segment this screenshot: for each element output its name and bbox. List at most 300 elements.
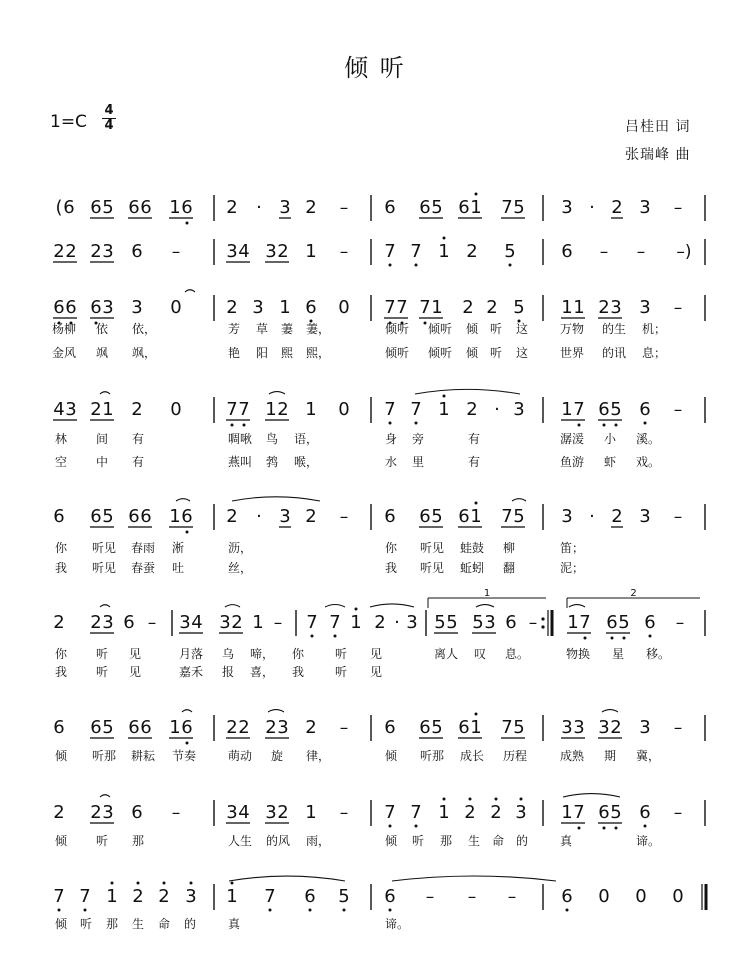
- lyric-word: 真: [228, 917, 241, 931]
- note: 6: [128, 506, 140, 527]
- lyric-word: 柳: [503, 541, 516, 555]
- note: 3: [102, 241, 114, 262]
- lyric-word: 的生: [602, 322, 627, 336]
- lyricist-credit: 吕桂田 词: [625, 119, 691, 135]
- lyric-word: 有: [132, 432, 145, 446]
- note: 6: [419, 717, 431, 738]
- high-octave-dot: [111, 882, 114, 885]
- note: 3: [226, 241, 238, 262]
- extension-dash: –: [673, 298, 683, 318]
- lyric-word: 月落: [179, 647, 204, 661]
- note: 6: [598, 802, 610, 823]
- lyric-word: 飒，: [132, 346, 157, 360]
- lyric-word: 语，: [294, 432, 319, 446]
- lyric-word: 耕耘: [131, 749, 156, 763]
- song-title: 倾 听: [344, 54, 406, 82]
- note: 3: [102, 612, 114, 633]
- slur: [476, 605, 494, 607]
- low-octave-dot: [186, 222, 189, 225]
- slur: [563, 794, 620, 797]
- extension-dash: –: [171, 803, 181, 823]
- slur: [185, 290, 195, 292]
- high-octave-dot: [163, 882, 166, 885]
- note: 6: [181, 506, 193, 527]
- note: 2: [305, 197, 317, 218]
- low-octave-dot: [578, 424, 581, 427]
- note: 6: [419, 197, 431, 218]
- lyric-word: 你: [55, 541, 68, 555]
- note: 2: [226, 297, 238, 318]
- note: 4: [238, 802, 250, 823]
- slur: [370, 604, 414, 607]
- slur: [225, 605, 240, 607]
- low-octave-dot: [311, 635, 314, 638]
- note: 5: [102, 506, 114, 527]
- low-octave-dot: [415, 264, 418, 267]
- low-octave-dot: [649, 635, 652, 638]
- note: 6: [384, 197, 396, 218]
- note: 7: [226, 399, 238, 420]
- note: 3: [515, 802, 527, 823]
- note: 3: [185, 886, 197, 907]
- note: 7: [579, 612, 591, 633]
- lyric-word: 喜，: [250, 665, 275, 679]
- extension-dash: –: [675, 613, 685, 633]
- note: 2: [265, 717, 277, 738]
- lyric-word: 阳: [256, 346, 269, 360]
- lyric-word: 听: [490, 346, 503, 360]
- note: 5: [513, 717, 525, 738]
- lyric-word: 戏。: [636, 455, 661, 469]
- lyric-word: 谛。: [385, 917, 410, 931]
- note: 3: [639, 297, 651, 318]
- note: 2: [53, 802, 65, 823]
- lyric-word: 倾: [385, 834, 398, 848]
- note: 3: [561, 717, 573, 738]
- high-octave-dot: [469, 798, 472, 801]
- repeat-dot: [541, 617, 544, 620]
- lyric-word: 虾: [604, 455, 617, 469]
- note: 1: [305, 399, 317, 420]
- note: 2: [238, 717, 250, 738]
- lyric-word: 你: [292, 647, 305, 661]
- lyric-word: 淅: [172, 541, 185, 555]
- extension-dash: –: [425, 887, 435, 907]
- note: 1: [265, 399, 277, 420]
- note: 6: [458, 717, 470, 738]
- lyric-word: 听见: [420, 561, 445, 575]
- note: 7: [264, 886, 276, 907]
- low-octave-dot: [269, 909, 272, 912]
- note: 7: [329, 612, 341, 633]
- lyric-word: 命: [158, 917, 171, 931]
- extension-dash: –: [171, 242, 181, 262]
- lyric-word: 息；: [642, 346, 667, 360]
- low-octave-dot: [186, 531, 189, 534]
- slur: [512, 499, 526, 501]
- lyric-word: 倾听: [428, 346, 453, 360]
- lyric-word: 听: [412, 834, 425, 848]
- note: 6: [131, 802, 143, 823]
- note: 2: [611, 506, 623, 527]
- extension-dash: –: [673, 400, 683, 420]
- lyric-word: 燕叫: [228, 455, 253, 469]
- repeat-dot: [541, 625, 544, 628]
- lyric-word: 空: [55, 455, 68, 469]
- note: 3: [279, 506, 291, 527]
- lyric-word: 春雨: [131, 541, 156, 555]
- extension-dash: –: [339, 198, 349, 218]
- note: 3: [265, 802, 277, 823]
- lyric-word: 那: [132, 834, 145, 848]
- lyric-word: 你: [385, 541, 398, 555]
- lyric-word: 鱼游: [560, 455, 585, 469]
- low-octave-dot: [584, 637, 587, 640]
- note: 1: [169, 506, 181, 527]
- note: 7: [306, 612, 318, 633]
- note: 3: [102, 297, 114, 318]
- lyric-word: 我: [385, 561, 398, 575]
- note: 2: [305, 506, 317, 527]
- lyric-word: 啼，: [250, 647, 275, 661]
- note: 2: [611, 197, 623, 218]
- extension-dash: –): [676, 242, 692, 262]
- note: 0: [635, 886, 647, 907]
- lyric-word: 萌动: [228, 749, 253, 763]
- lyric-word: 成熟: [560, 749, 585, 763]
- lyric-word: 见: [129, 647, 142, 661]
- lyric-word: 见: [129, 665, 142, 679]
- lyric-word: 倾听: [385, 346, 410, 360]
- note: 3: [252, 297, 264, 318]
- lyric-word: 历程: [503, 749, 528, 763]
- lyric-word: 星: [612, 647, 625, 661]
- note: 2: [462, 297, 474, 318]
- lyric-word: 芳: [228, 322, 241, 336]
- note: 1: [567, 612, 579, 633]
- note: 3: [561, 197, 573, 218]
- note: 6: [90, 506, 102, 527]
- note: 3: [598, 717, 610, 738]
- lyric-word: 沥，: [228, 541, 253, 555]
- lyric-word: 草: [256, 322, 269, 336]
- lyric-word: 冀，: [636, 749, 661, 763]
- note: 3: [131, 297, 143, 318]
- note: 6: [505, 612, 517, 633]
- note: 3: [406, 612, 418, 633]
- lyric-word: 翻: [503, 561, 516, 575]
- note: 1: [573, 297, 585, 318]
- low-octave-dot: [389, 825, 392, 828]
- lyric-word: 丝，: [228, 561, 253, 575]
- lyric-word: 鸟: [266, 432, 279, 446]
- note: (: [55, 197, 63, 218]
- volta-label: 2: [630, 588, 637, 599]
- augmentation-dot: ·: [256, 197, 262, 218]
- low-octave-dot: [509, 264, 512, 267]
- lyric-word: 我: [55, 561, 68, 575]
- lyric-word: 熙: [281, 346, 294, 360]
- extension-dash: –: [673, 198, 683, 218]
- lyric-word: 中: [96, 455, 109, 469]
- extension-dash: –: [147, 613, 157, 633]
- lyric-word: 杨柳: [52, 322, 77, 336]
- slur: [392, 876, 556, 881]
- lyric-word: 那: [440, 834, 453, 848]
- note: 7: [410, 802, 422, 823]
- lyric-word: 潺湲: [560, 432, 585, 446]
- lyric-word: 有: [468, 455, 481, 469]
- lyric-word: 听: [96, 834, 109, 848]
- lyric-word: 倾: [55, 834, 68, 848]
- augmentation-dot: ·: [494, 399, 500, 420]
- lyric-word: 倾听: [428, 322, 453, 336]
- note: 2: [131, 399, 143, 420]
- lyric-word: 蚯蚓: [460, 561, 485, 575]
- note: 1: [305, 241, 317, 262]
- extension-dash: –: [339, 242, 349, 262]
- note: 6: [384, 717, 396, 738]
- note: 6: [131, 241, 143, 262]
- high-octave-dot: [355, 608, 358, 611]
- note: 2: [277, 802, 289, 823]
- lyric-word: 听: [335, 647, 348, 661]
- lyric-word: 听见: [92, 561, 117, 575]
- lyric-word: 听那: [92, 749, 117, 763]
- low-octave-dot: [644, 825, 647, 828]
- lyric-word: 身: [385, 432, 398, 446]
- note: 6: [181, 717, 193, 738]
- lyric-word: 听见: [92, 541, 117, 555]
- note: 5: [618, 612, 630, 633]
- note: 5: [102, 717, 114, 738]
- lyric-word: 泥；: [560, 561, 585, 575]
- lyric-word: 人生: [228, 834, 253, 848]
- lyric-word: 见: [370, 665, 383, 679]
- note: 3: [102, 802, 114, 823]
- note: 5: [102, 197, 114, 218]
- lyric-word: 我: [292, 665, 305, 679]
- note: 2: [53, 612, 65, 633]
- lyric-word: 啁啾: [228, 432, 253, 446]
- note: 1: [169, 197, 181, 218]
- lyric-word: 小: [604, 432, 617, 446]
- note: 2: [598, 297, 610, 318]
- low-octave-dot: [84, 909, 87, 912]
- lyric-word: 旁: [412, 432, 425, 446]
- note: 5: [610, 399, 622, 420]
- note: 6: [639, 399, 651, 420]
- note: 6: [598, 399, 610, 420]
- note: 2: [65, 241, 77, 262]
- extension-dash: –: [339, 718, 349, 738]
- note: 2: [277, 399, 289, 420]
- lyric-word: 律，: [306, 749, 331, 763]
- note: 7: [419, 297, 431, 318]
- lyric-word: 报: [222, 665, 235, 679]
- low-octave-dot: [578, 827, 581, 830]
- lyric-word: 谛。: [636, 834, 661, 848]
- augmentation-dot: ·: [394, 612, 400, 633]
- low-octave-dot: [231, 424, 234, 427]
- low-octave-dot: [389, 264, 392, 267]
- lyric-word: 有: [468, 432, 481, 446]
- extension-dash: –: [528, 613, 538, 633]
- note: 3: [639, 197, 651, 218]
- low-octave-dot: [566, 909, 569, 912]
- note: 3: [513, 399, 525, 420]
- lyric-word: 水: [385, 455, 398, 469]
- note: 2: [132, 886, 144, 907]
- time-signature-top: 4: [104, 103, 114, 118]
- note: 0: [170, 399, 182, 420]
- composer-credit: 张瑞峰 曲: [625, 147, 691, 163]
- note: 6: [561, 886, 573, 907]
- slur: [268, 710, 284, 712]
- high-octave-dot: [495, 798, 498, 801]
- slur: [569, 605, 585, 607]
- note: 5: [513, 197, 525, 218]
- note: 3: [639, 717, 651, 738]
- note: 6: [639, 802, 651, 823]
- note: 5: [431, 197, 443, 218]
- lyric-word: 金风: [52, 346, 77, 360]
- note: 7: [53, 886, 65, 907]
- note: 6: [561, 241, 573, 262]
- note: 2: [305, 717, 317, 738]
- lyric-word: 萋: [281, 322, 294, 336]
- note: 5: [472, 612, 484, 633]
- note: 2: [231, 612, 243, 633]
- lyric-word: 节奏: [172, 749, 197, 763]
- note: 6: [384, 506, 396, 527]
- lyric-word: 那: [106, 917, 119, 931]
- lyric-word: 命: [492, 834, 505, 848]
- low-octave-dot: [343, 909, 346, 912]
- high-octave-dot: [475, 193, 478, 196]
- extension-dash: –: [673, 718, 683, 738]
- note: 2: [90, 802, 102, 823]
- note: 1: [350, 612, 362, 633]
- lyric-word: 你: [55, 647, 68, 661]
- slur: [182, 710, 192, 712]
- note: 1: [438, 399, 450, 420]
- lyric-word: 成长: [460, 749, 485, 763]
- note: 6: [304, 886, 316, 907]
- note: 7: [384, 241, 396, 262]
- slur: [229, 876, 345, 881]
- note: 1: [470, 717, 482, 738]
- note: 2: [226, 506, 238, 527]
- note: 7: [384, 802, 396, 823]
- high-octave-dot: [475, 502, 478, 505]
- note: 1: [431, 297, 443, 318]
- lyric-word: 倾: [55, 917, 68, 931]
- lyric-word: 机；: [642, 322, 667, 336]
- lyric-word: 春蚕: [131, 561, 156, 575]
- lyric-word: 笛；: [560, 541, 585, 555]
- lyric-word: 叹: [474, 647, 487, 661]
- lyric-word: 听: [80, 917, 93, 931]
- note: 2: [486, 297, 498, 318]
- lyric-word: 听: [96, 665, 109, 679]
- note: 7: [238, 399, 250, 420]
- note: 6: [65, 297, 77, 318]
- note: 0: [598, 886, 610, 907]
- lyric-word: 期: [604, 749, 617, 763]
- note: 6: [90, 297, 102, 318]
- slur: [100, 392, 110, 394]
- low-octave-dot: [58, 909, 61, 912]
- note: 3: [265, 241, 277, 262]
- note: 2: [466, 399, 478, 420]
- lyric-word: 飒: [96, 346, 109, 360]
- lyric-word: 倾: [466, 322, 479, 336]
- note: 6: [305, 297, 317, 318]
- note: 6: [90, 717, 102, 738]
- note: 6: [128, 717, 140, 738]
- note: 6: [140, 197, 152, 218]
- lyric-word: 雨，: [306, 834, 331, 848]
- lyric-word: 嘉禾: [179, 665, 204, 679]
- high-octave-dot: [231, 882, 234, 885]
- lyric-word: 倾听: [385, 322, 410, 336]
- note: 6: [90, 197, 102, 218]
- lyric-word: 这: [516, 346, 529, 360]
- note: 6: [53, 717, 65, 738]
- low-octave-dot: [623, 637, 626, 640]
- note: 3: [279, 197, 291, 218]
- lyric-word: 生: [132, 917, 145, 931]
- lyric-word: 听: [490, 322, 503, 336]
- note: 7: [573, 802, 585, 823]
- note: 1: [438, 802, 450, 823]
- note: 3: [484, 612, 496, 633]
- note: 1: [438, 241, 450, 262]
- augmentation-dot: ·: [589, 506, 595, 527]
- note: 1: [279, 297, 291, 318]
- note: 0: [338, 297, 350, 318]
- note: 1: [561, 399, 573, 420]
- note: 0: [170, 297, 182, 318]
- note: 1: [102, 399, 114, 420]
- note: 2: [158, 886, 170, 907]
- low-octave-dot: [615, 827, 618, 830]
- note: 2: [464, 802, 476, 823]
- lyric-word: 有: [132, 455, 145, 469]
- extension-dash: –: [599, 242, 609, 262]
- note: 3: [639, 506, 651, 527]
- volta-label: 1: [483, 588, 491, 599]
- note: 2: [374, 612, 386, 633]
- extension-dash: –: [273, 613, 283, 633]
- time-signature-bottom: 4: [104, 118, 114, 133]
- lyric-word: 倾: [466, 346, 479, 360]
- high-octave-dot: [137, 882, 140, 885]
- low-octave-dot: [424, 322, 427, 325]
- note: 5: [338, 886, 350, 907]
- note: 1: [226, 886, 238, 907]
- lyric-word: 的: [184, 917, 197, 931]
- extension-dash: –: [507, 887, 517, 907]
- high-octave-dot: [475, 713, 478, 716]
- note: 3: [277, 717, 289, 738]
- note: 7: [501, 717, 513, 738]
- note: 1: [305, 802, 317, 823]
- note: 6: [128, 197, 140, 218]
- note: 2: [490, 802, 502, 823]
- lyric-word: 的风: [266, 834, 291, 848]
